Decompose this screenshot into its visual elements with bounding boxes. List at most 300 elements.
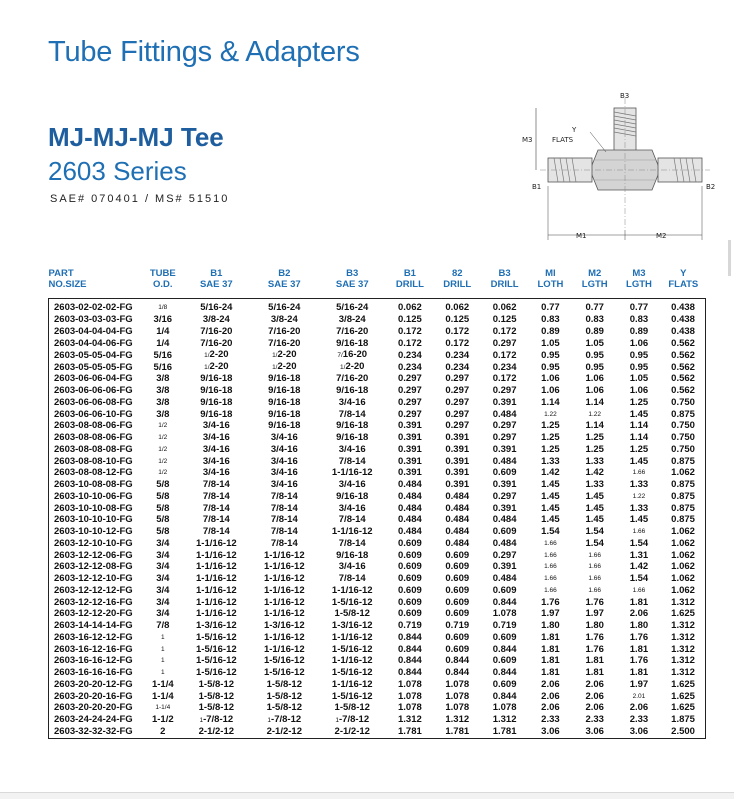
label-b1: B1 — [532, 183, 542, 191]
table-cell: 1.81 — [629, 596, 649, 608]
table-cell: 0.609 — [398, 596, 422, 608]
table-cell: 0.125 — [398, 314, 422, 326]
table-cell: 5/16-24 — [336, 302, 369, 314]
table-cell: 1-1/16-12 — [196, 537, 237, 549]
table-cell: 2.06 — [541, 702, 560, 714]
table-cell: 7/8-14 — [270, 502, 298, 514]
column-header-line2: NO.SIZE — [48, 279, 87, 290]
table-cell: 1-5/16-12 — [196, 643, 237, 655]
column-header-line2: DRILL — [443, 279, 472, 290]
table-cell: 1.54 — [541, 526, 560, 538]
table-cell: 0.172 — [445, 337, 470, 349]
table-row — [49, 299, 706, 314]
table-row — [49, 596, 706, 608]
column-header-line2: DRILL — [395, 279, 424, 290]
column-header-line1: 82 — [451, 268, 463, 279]
table-cell: 1.312 — [671, 655, 695, 667]
table-cell: 1/2-20 — [204, 349, 229, 360]
table-cell: 7/16-20 — [336, 325, 369, 337]
table-cell: 9/16-18 — [268, 408, 301, 420]
table-cell: 1.42 — [541, 467, 560, 479]
table-cell: 9/16-18 — [336, 432, 369, 444]
table-cell: 2.06 — [585, 678, 604, 690]
table-row — [49, 702, 706, 714]
table-cell: 3/4-16 — [270, 479, 298, 491]
table-row — [49, 385, 706, 397]
table-cell: 0.172 — [398, 337, 422, 349]
table-cell: 1-1/16-12 — [196, 573, 237, 585]
table-cell: 1.76 — [585, 631, 604, 643]
table-cell: 1-1/16-12 — [263, 631, 305, 643]
table-cell: 0.297 — [398, 373, 422, 385]
table-cell: 5/8 — [156, 490, 170, 502]
column-header — [528, 268, 572, 299]
table-cell: 1.625 — [671, 702, 695, 714]
column-header-line2: SAE 37 — [267, 279, 301, 290]
column-header — [617, 268, 661, 299]
table-cell: 1-1/4 — [155, 704, 171, 712]
table-cell: 1.54 — [629, 537, 649, 549]
table-cell: 0.391 — [445, 455, 470, 467]
table-row — [49, 714, 706, 726]
column-header — [434, 268, 481, 299]
label-y: Y — [572, 126, 577, 134]
table-cell: 1.078 — [492, 702, 517, 714]
table-cell: 3/4-16 — [270, 443, 298, 455]
table-cell: 0.484 — [398, 514, 422, 526]
table-cell: 0.172 — [492, 325, 517, 337]
table-cell: 0.484 — [445, 514, 470, 526]
table-cell: 1.33 — [629, 502, 649, 514]
table-cell: 0.83 — [585, 314, 604, 326]
table-cell: 0.297 — [445, 385, 470, 397]
table-cell: 1.078 — [398, 690, 422, 702]
table-cell: 3/8-24 — [338, 314, 366, 326]
table-row — [49, 526, 706, 538]
part-number-cell: 2603-12-12-16-FG — [54, 596, 133, 608]
table-cell: 0.062 — [398, 302, 422, 314]
table-cell: 2 — [160, 726, 166, 738]
table-cell: 0.609 — [492, 526, 517, 538]
table-cell: 0.750 — [671, 443, 695, 455]
table-cell: 3/4 — [156, 561, 170, 573]
part-number-cell: 2603-08-08-12-FG — [54, 467, 133, 479]
table-cell: 0.438 — [671, 325, 695, 337]
column-header — [182, 268, 250, 299]
table-cell: 0.83 — [541, 314, 560, 326]
table-cell: 1-5/16-12 — [331, 690, 373, 702]
table-cell: 2.33 — [585, 714, 604, 726]
table-cell: 0.391 — [398, 443, 422, 455]
table-cell: 1-1/16-12 — [196, 549, 237, 561]
table-cell: 1.80 — [629, 620, 649, 632]
column-header-line2: SAE 37 — [199, 279, 233, 290]
part-number-cell: 2603-12-12-08-FG — [54, 561, 133, 573]
table-cell: 9/16-18 — [336, 549, 369, 561]
table-row — [49, 561, 706, 573]
part-number-cell: 2603-02-02-02-FG — [54, 302, 133, 314]
table-cell: 0.234 — [445, 349, 470, 361]
table-cell: 9/16-18 — [336, 385, 369, 397]
table-cell: 0.844 — [492, 596, 517, 608]
table-cell: 1-1/16-12 — [263, 573, 305, 585]
table-cell: 0.062 — [492, 302, 517, 314]
table-cell: 3/4 — [156, 596, 170, 608]
table-cell: 7/16-20 — [200, 337, 233, 349]
label-m2: M2 — [656, 232, 667, 240]
table-cell: 0.391 — [492, 443, 517, 455]
table-cell: 1/8 — [158, 304, 168, 312]
table-cell: 1.33 — [585, 479, 604, 491]
table-cell: 0.562 — [671, 349, 695, 361]
table-cell: 3/4-16 — [338, 443, 366, 455]
table-cell: 1-1/16-12 — [331, 467, 373, 479]
series-name: 2603 Series — [48, 156, 187, 186]
table-cell: 1-7/8-12 — [335, 713, 370, 725]
column-header-line2: SAE 37 — [335, 279, 369, 290]
table-cell: 0.234 — [445, 361, 470, 373]
table-cell: 1.45 — [541, 490, 560, 502]
table-row — [49, 337, 706, 349]
table-cell: 1.81 — [541, 643, 560, 655]
table-cell: 1/2 — [158, 445, 168, 453]
table-cell: 0.391 — [398, 467, 422, 479]
table-cell: 1.062 — [671, 573, 695, 585]
table-cell: 2-1/2-12 — [334, 726, 370, 738]
label-flats: FLATS — [552, 136, 574, 144]
table-cell: 0.484 — [492, 514, 517, 526]
part-number-cell: 2603-24-24-24-FG — [54, 714, 133, 726]
table-cell: 7/8-14 — [338, 455, 366, 467]
table-cell: 5/8 — [156, 502, 170, 514]
table-cell: 3/4-16 — [270, 432, 298, 444]
table-cell: 1.45 — [585, 514, 604, 526]
column-header — [250, 268, 318, 299]
table-cell: 0.609 — [492, 678, 517, 690]
table-cell: 1.81 — [541, 631, 560, 643]
table-cell: 1.80 — [585, 620, 604, 632]
table-cell: 1-1/16-12 — [263, 608, 305, 620]
table-cell: 0.875 — [671, 502, 695, 514]
table-cell: 1-3/16-12 — [331, 620, 373, 632]
table-row — [49, 620, 706, 632]
table-cell: 0.562 — [671, 373, 695, 385]
table-row — [49, 679, 706, 691]
table-cell: 1.25 — [541, 420, 560, 432]
table-cell: 1-5/16-12 — [331, 596, 373, 608]
table-cell: 0.95 — [541, 349, 560, 361]
table-cell: 0.562 — [671, 337, 695, 349]
table-cell: 1.66 — [632, 528, 646, 536]
table-cell: 1.078 — [398, 702, 422, 714]
table-cell: 1-1/4 — [151, 690, 174, 702]
table-cell: 0.297 — [398, 385, 422, 397]
table-cell: 0.89 — [541, 325, 560, 337]
table-cell: 3/4-16 — [202, 420, 230, 432]
table-cell: 1-7/8-12 — [267, 713, 302, 725]
table-cell: 1.66 — [588, 575, 602, 583]
table-cell: 0.719 — [398, 620, 422, 632]
table-cell: 9/16-18 — [336, 490, 369, 502]
table-cell: 0.609 — [445, 584, 470, 596]
table-cell: 3/8 — [156, 408, 170, 420]
column-header-line1: M3 — [632, 268, 646, 279]
table-cell: 0.844 — [492, 690, 517, 702]
table-body — [49, 299, 706, 739]
table-cell: 1.45 — [541, 514, 560, 526]
scroll-indicator — [728, 240, 731, 276]
table-cell: 0.484 — [445, 490, 470, 502]
table-cell: 3/4-16 — [338, 561, 366, 573]
part-number-cell: 2603-12-10-10-FG — [54, 537, 133, 549]
table-cell: 1.97 — [541, 608, 560, 620]
part-number-cell: 2603-20-20-20-FG — [54, 702, 133, 714]
table-cell: 1/2 — [158, 469, 168, 477]
table-cell: 0.609 — [398, 573, 422, 585]
part-number-cell: 2603-08-08-08-FG — [54, 443, 133, 455]
table-cell: 3/4 — [156, 537, 170, 549]
part-number-cell: 2603-06-06-10-FG — [54, 408, 133, 420]
table-cell: 0.484 — [398, 526, 422, 538]
table-row — [49, 643, 706, 655]
table-cell: 1.062 — [671, 584, 695, 596]
table-cell: 1-7/8-12 — [199, 713, 234, 725]
part-number-cell: 2603-06-06-04-FG — [54, 373, 133, 385]
table-cell: 3/4 — [156, 549, 170, 561]
table-cell: 0.609 — [445, 573, 470, 585]
column-header-line2: O.D. — [153, 279, 173, 290]
table-cell: 5/16 — [153, 361, 173, 373]
table-cell: 0.297 — [445, 396, 470, 408]
part-number-cell: 2603-10-10-12-FG — [54, 526, 133, 538]
table-cell: 1/2-20 — [272, 361, 297, 372]
table-cell: 0.297 — [492, 490, 517, 502]
column-header-line1: B1 — [403, 268, 416, 279]
table-cell: 1.312 — [671, 620, 695, 632]
table-cell: 7/16-20 — [337, 349, 368, 360]
table-cell: 7/8 — [156, 620, 170, 632]
part-number-cell: 2603-12-12-10-FG — [54, 573, 133, 585]
column-header — [386, 268, 433, 299]
table-cell: 1-1/16-12 — [196, 561, 237, 573]
table-cell: 0.77 — [585, 302, 604, 314]
table-cell: 0.297 — [492, 385, 517, 397]
table-cell: 9/16-18 — [268, 420, 301, 432]
table-cell: 0.875 — [671, 455, 695, 467]
table-cell: 3/4-16 — [270, 455, 298, 467]
table-cell: 1.31 — [629, 549, 649, 561]
table-row — [49, 549, 706, 561]
table-cell: 1.06 — [629, 385, 649, 397]
table-cell: 1-5/8-12 — [334, 702, 370, 714]
column-header-line1: B3 — [498, 268, 511, 279]
table-cell: 0.875 — [671, 479, 695, 491]
table-cell: 1 — [160, 657, 165, 665]
table-cell: 2.06 — [629, 702, 649, 714]
table-cell: 1/2-20 — [272, 349, 297, 360]
table-row — [49, 397, 706, 409]
table-row — [49, 538, 706, 550]
column-header-line1: Ml — [545, 268, 556, 279]
table-cell: 1.14 — [629, 432, 649, 444]
table-cell: 1.76 — [585, 643, 604, 655]
table-cell: 1.33 — [585, 455, 604, 467]
table-cell: 0.172 — [398, 325, 422, 337]
table-cell: 1.062 — [671, 537, 695, 549]
table-cell: 1.66 — [588, 586, 602, 594]
table-cell: 1.25 — [585, 432, 604, 444]
table-cell: 1-1/16-12 — [331, 631, 373, 643]
table-row — [49, 514, 706, 526]
table-cell: 0.297 — [445, 373, 470, 385]
part-number-cell: 2603-10-08-08-FG — [54, 479, 133, 491]
table-cell: 1.81 — [629, 667, 649, 679]
table-cell: 9/16-18 — [200, 373, 233, 385]
table-cell: 0.844 — [398, 631, 422, 643]
table-cell: 1-5/8-12 — [198, 702, 235, 714]
column-header-line1: M2 — [588, 268, 602, 279]
table-cell: 0.234 — [398, 361, 422, 373]
table-cell: 1-5/16-12 — [196, 667, 237, 679]
table-cell: 1.062 — [671, 467, 695, 479]
table-cell: 7/8-14 — [338, 408, 366, 420]
table-cell: 0.297 — [492, 420, 517, 432]
part-number-cell: 2603-08-08-10-FG — [54, 455, 133, 467]
table-cell: 1.06 — [629, 337, 649, 349]
table-cell: 1.76 — [629, 631, 649, 643]
column-header-line2: FLATS — [668, 279, 699, 290]
column-header-line1: PART — [48, 268, 74, 279]
table-cell: 0.844 — [492, 667, 517, 679]
table-cell: 1.05 — [541, 337, 560, 349]
table-cell: 0.750 — [671, 396, 695, 408]
spec-table — [48, 268, 706, 739]
table-cell: 5/16-24 — [268, 302, 301, 314]
column-header — [661, 268, 705, 299]
table-cell: 0.844 — [445, 655, 470, 667]
column-header-line1: Y — [680, 268, 687, 279]
bottom-shade — [0, 793, 734, 799]
table-cell: 1.078 — [492, 608, 517, 620]
table-cell: 0.297 — [398, 408, 422, 420]
table-cell: 1/2 — [158, 422, 168, 430]
table-cell: 7/16-20 — [268, 325, 301, 337]
table-cell: 2.06 — [585, 702, 604, 714]
table-cell: 3/4-16 — [270, 467, 298, 479]
table-cell: 1.25 — [629, 396, 649, 408]
table-cell: 0.77 — [629, 302, 649, 314]
table-cell: 1.875 — [671, 714, 695, 726]
table-cell: 1.25 — [629, 443, 649, 455]
column-header-line2: LGTH — [626, 279, 652, 290]
table-cell: 0.609 — [492, 631, 517, 643]
table-cell: 1.66 — [544, 563, 557, 571]
table-cell: 0.172 — [492, 349, 517, 361]
table-row — [49, 573, 706, 585]
table-cell: 1-5/16-12 — [331, 667, 373, 679]
table-cell: 2.06 — [629, 608, 649, 620]
table-cell: 0.609 — [492, 467, 517, 479]
table-cell: 0.95 — [629, 349, 649, 361]
table-cell: 1.33 — [541, 455, 560, 467]
table-cell: 1.625 — [671, 690, 695, 702]
table-cell: 0.438 — [671, 314, 695, 326]
table-cell: 0.95 — [629, 361, 649, 373]
table-cell: 0.609 — [445, 643, 470, 655]
table-row — [49, 455, 706, 467]
table-cell: 1.312 — [671, 667, 695, 679]
table-cell: 0.89 — [629, 325, 649, 337]
table-row — [49, 502, 706, 514]
table-cell: 3/4-16 — [338, 396, 366, 408]
table-cell: 1-5/8-12 — [334, 608, 370, 620]
table-cell: 0.609 — [398, 608, 422, 620]
table-cell: 2.06 — [541, 690, 560, 702]
table-cell: 3/8 — [156, 396, 170, 408]
table-cell: 1-1/16-12 — [263, 643, 305, 655]
table-cell: 0.609 — [398, 561, 422, 573]
table-cell: 1-1/2 — [151, 714, 174, 726]
table-cell: 9/16-18 — [200, 396, 233, 408]
table-cell: 9/16-18 — [336, 420, 369, 432]
table-cell: 0.609 — [445, 608, 470, 620]
table-cell: 1.66 — [544, 551, 557, 559]
table-cell: 2.06 — [585, 690, 604, 702]
table-cell: 1.06 — [541, 385, 560, 397]
table-cell: 0.172 — [445, 325, 470, 337]
part-number-cell: 2603-08-08-06-FG — [54, 432, 133, 444]
table-cell: 0.484 — [398, 490, 422, 502]
table-cell: 0.750 — [671, 420, 695, 432]
table-cell: 0.297 — [492, 432, 517, 444]
column-header-line2: LOTH — [537, 279, 564, 290]
table-row — [49, 373, 706, 385]
table-cell: 1.14 — [541, 396, 560, 408]
table-cell: 2.01 — [632, 692, 646, 700]
table-cell: 0.719 — [492, 620, 517, 632]
table-cell: 7/8-14 — [270, 514, 298, 526]
table-cell: 1.97 — [629, 678, 649, 690]
table-cell: 3.06 — [585, 726, 604, 738]
table-cell: 1-1/16-12 — [331, 584, 373, 596]
table-cell: 0.844 — [398, 667, 422, 679]
table-cell: 0.391 — [445, 467, 470, 479]
table-cell: 7/8-14 — [338, 514, 366, 526]
table-cell: 7/16-20 — [336, 373, 369, 385]
table-cell: 0.609 — [492, 655, 517, 667]
table-row — [49, 491, 706, 503]
table-cell: 2.06 — [541, 678, 560, 690]
table-row — [49, 420, 706, 432]
table-cell: 1.54 — [629, 573, 649, 585]
table-cell: 9/16-18 — [200, 408, 233, 420]
table-cell: 5/16-24 — [200, 302, 233, 314]
part-number-cell: 2603-12-12-06-FG — [54, 549, 133, 561]
table-cell: 7/16-20 — [268, 337, 301, 349]
table-cell: 1.45 — [629, 408, 649, 420]
table-cell: 3/4 — [156, 608, 170, 620]
table-cell: 7/8-14 — [202, 479, 230, 491]
table-cell: 7/8-14 — [270, 537, 298, 549]
table-cell: 0.391 — [398, 420, 422, 432]
table-cell: 1.078 — [445, 702, 470, 714]
table-cell: 1.81 — [541, 655, 560, 667]
part-number-cell: 2603-03-03-03-FG — [54, 314, 133, 326]
part-number-cell: 2603-06-06-06-FG — [54, 385, 133, 397]
table-cell: 0.609 — [445, 596, 470, 608]
table-cell: 3/8 — [156, 373, 170, 385]
standards-line: SAE# 070401 / MS# 51510 — [50, 193, 230, 205]
